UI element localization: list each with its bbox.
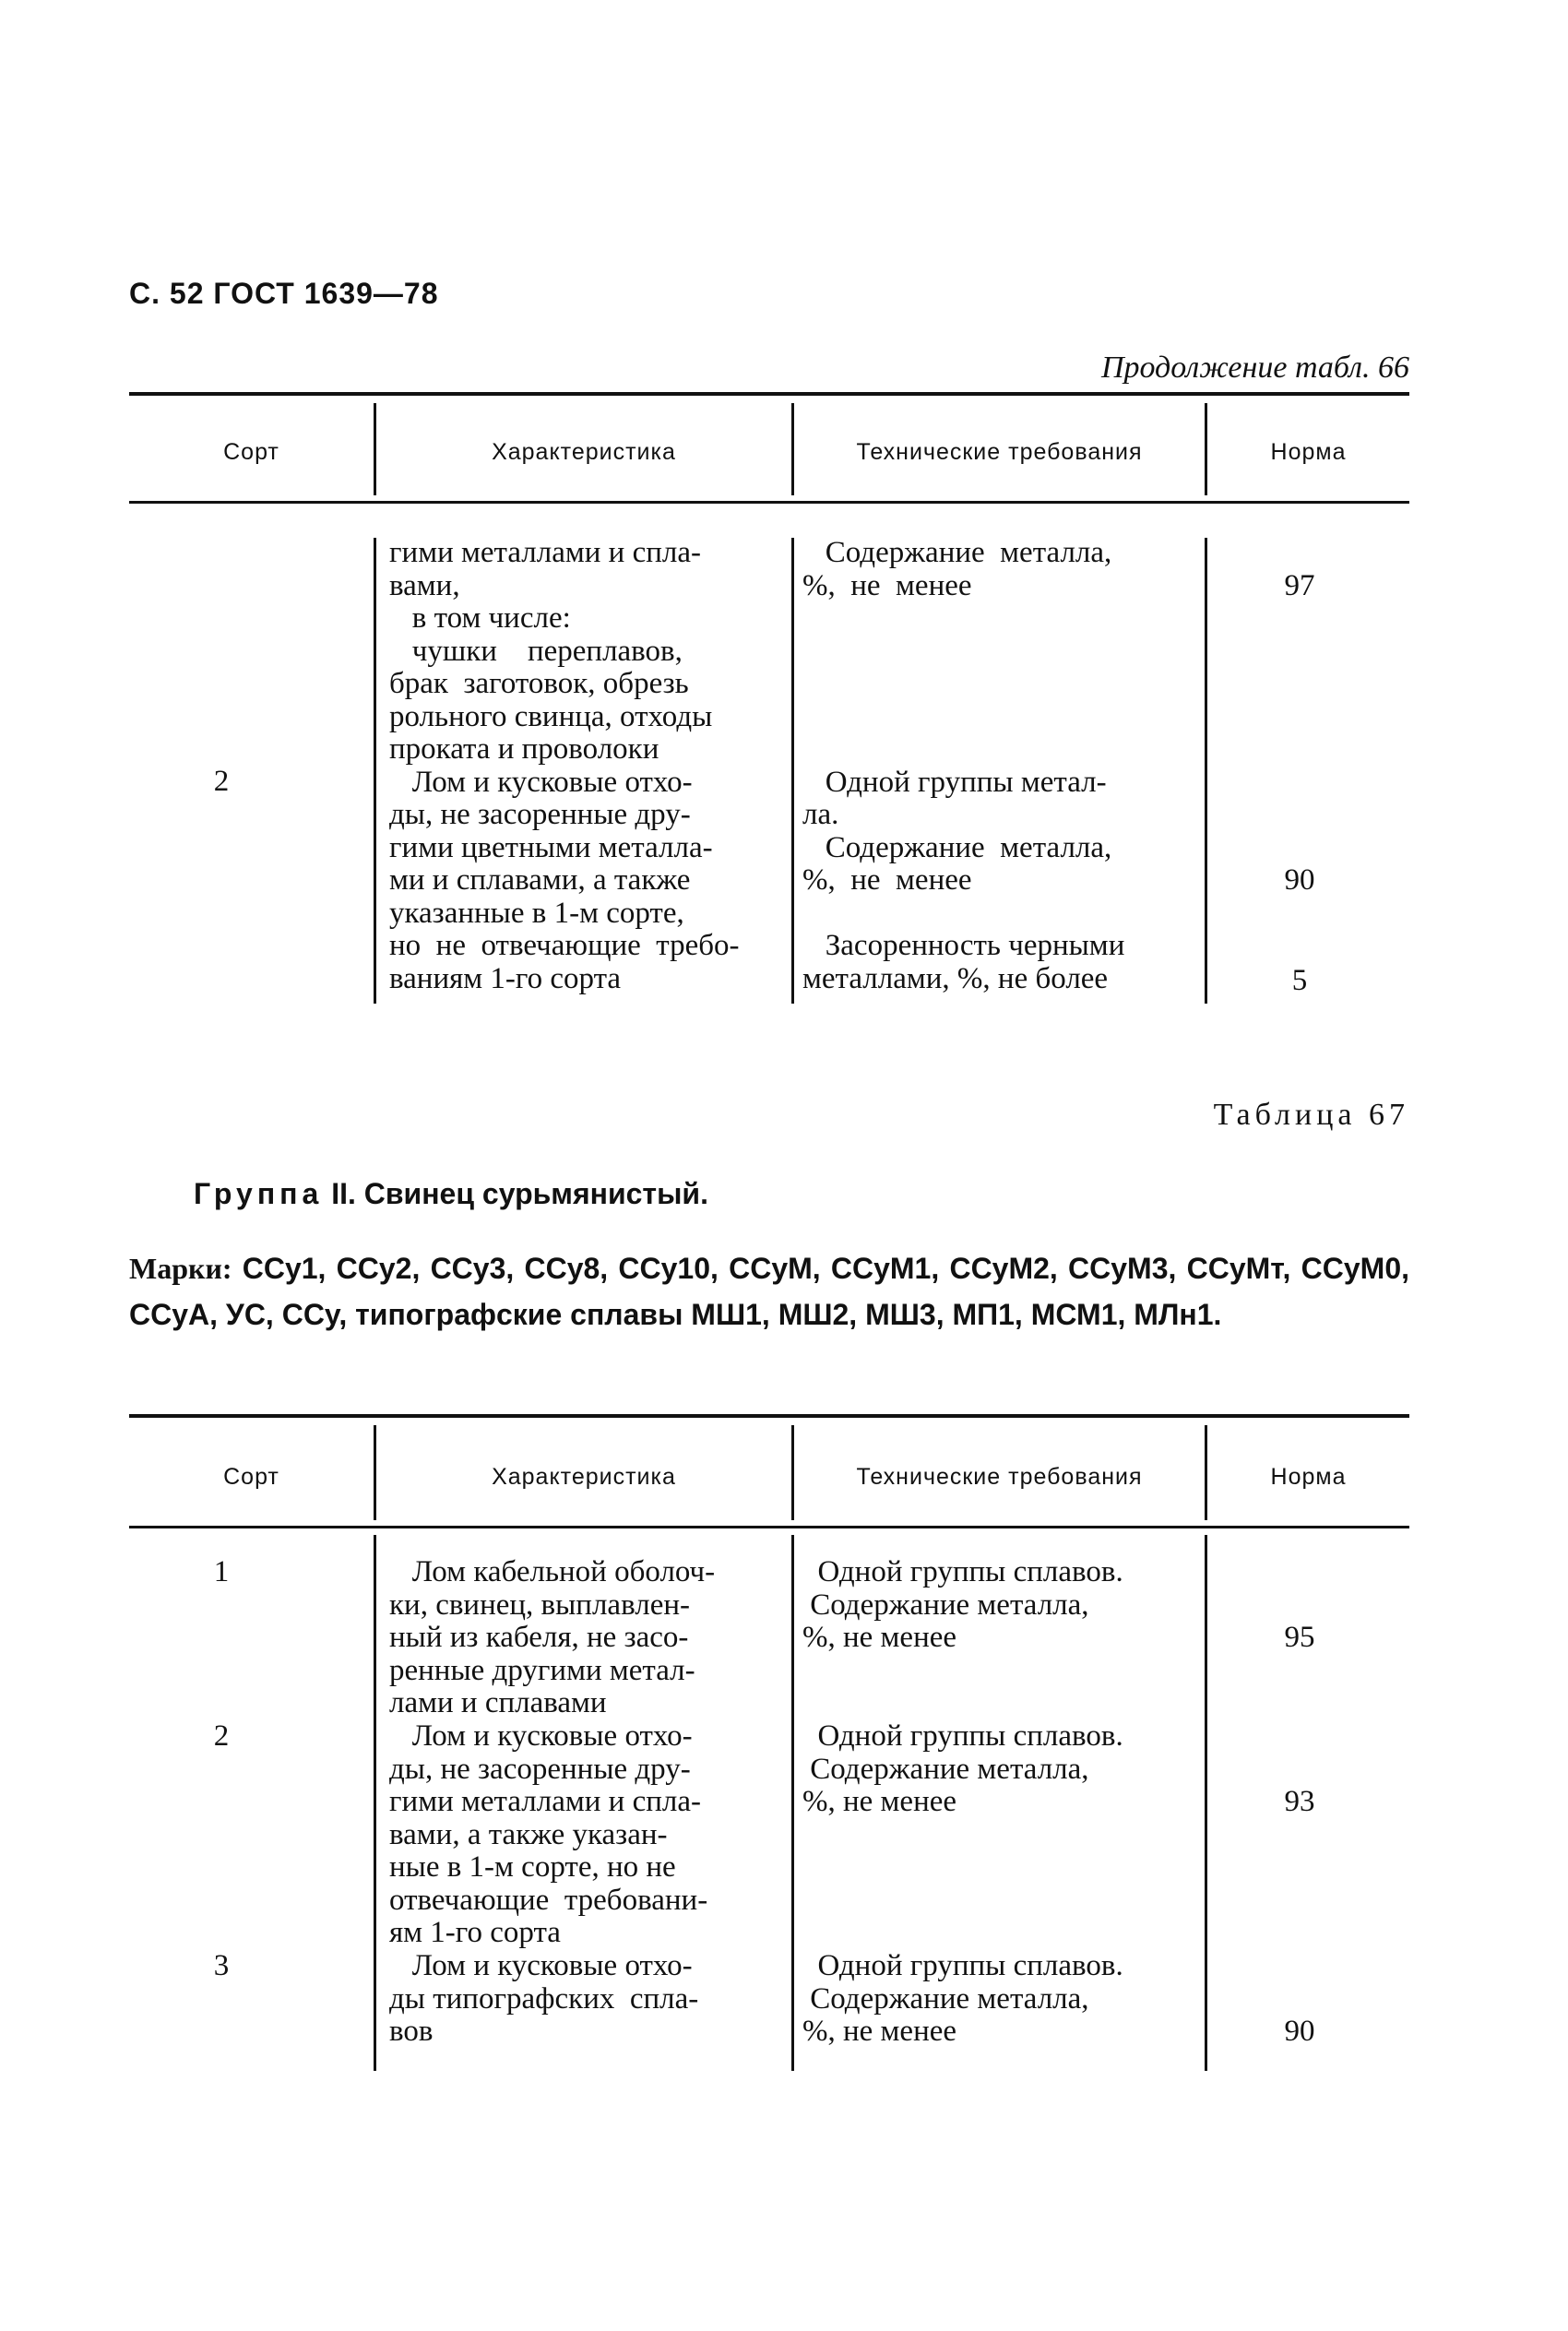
table-66-divider-2-body bbox=[791, 538, 794, 1004]
table-67-divider-1-body bbox=[374, 1535, 376, 2071]
table-67-marks bbox=[129, 1245, 1409, 1338]
table-66-col-requirements: Технические требования bbox=[856, 439, 1143, 465]
table-66-grade: 2 bbox=[213, 765, 230, 798]
table-67-caption: Таблица 67 bbox=[1213, 1098, 1409, 1132]
table-66-norm-3: 5 bbox=[1291, 964, 1308, 997]
table-66-norm-1: 97 bbox=[1284, 569, 1315, 602]
table-67-col-requirements: Технические требования bbox=[856, 1464, 1143, 1490]
table-67-divider-2-body bbox=[791, 1535, 794, 2071]
table-66-requirements: Содержание металла, %, не менее Одной группы метал- ла. Содержание металла, %, не менее Засоренность черными металлами, %, не более bbox=[802, 536, 1125, 995]
table-67-row-1-characteristic: Лом кабельной оболоч- ки, свинец, выплавлен- ный из кабеля, не засо- ренные другими метал- лами и сплавами bbox=[389, 1555, 716, 1719]
table-67-top-rule bbox=[129, 1414, 1409, 1418]
table-66-col-grade: Сорт bbox=[223, 439, 279, 465]
table-67-row-2-requirement: Одной группы сплавов. Содержание металла, %, не менее bbox=[802, 1719, 1123, 1818]
table-67-row-2-norm: 93 bbox=[1284, 1785, 1315, 1818]
table-66-continuation-caption: Продолжение табл. 66 bbox=[1100, 351, 1409, 385]
table-66-divider-1-body bbox=[374, 538, 376, 1004]
table-66-header-rule bbox=[129, 501, 1409, 504]
group-prefix: Группа bbox=[194, 1177, 324, 1210]
table-67-row-3-characteristic: Лом и кусковые отхо- ды типографских спла- вов bbox=[389, 1949, 699, 2048]
marks-label: Марки: bbox=[129, 1252, 232, 1285]
table-67-col-grade: Сорт bbox=[223, 1464, 279, 1490]
table-67-row-2-grade: 2 bbox=[213, 1719, 230, 1753]
table-66-top-rule bbox=[129, 392, 1409, 396]
page-header: С. 52 ГОСТ 1639—78 bbox=[129, 277, 439, 310]
table-67-row-1-grade: 1 bbox=[213, 1555, 230, 1588]
table-67-col-norm: Норма bbox=[1270, 1464, 1347, 1490]
table-66-divider-3-body bbox=[1205, 538, 1207, 1004]
group-name: II. Свинец сурьмянистый. bbox=[323, 1177, 708, 1210]
table-67-row-2-characteristic: Лом и кусковые отхо- ды, не засоренные дру- гими металлами и спла- вами, а также указан- ные в 1-м сорте, но не отвечающие требовани- ям 1-го сорта bbox=[389, 1719, 708, 1949]
table-66-norm-2: 90 bbox=[1284, 863, 1315, 897]
table-66-characteristic: гими металлами и спла- вами, в том числе: чушки переплавов, брак заготовок, обрезь рольного свинца, отходы проката и проволоки Лом и кусковые отхо- ды, не засоренные дру- гими цветными металла- ми и сплавами, а также указанные в 1-м сорте, но не отвечающие требо- ваниям 1-го сорта bbox=[389, 536, 740, 995]
table-67-row-3-norm: 90 bbox=[1284, 2015, 1315, 2048]
table-67-row-3-grade: 3 bbox=[213, 1949, 230, 1982]
table-67-row-1-norm: 95 bbox=[1284, 1621, 1315, 1654]
table-67-header-rule bbox=[129, 1526, 1409, 1528]
table-66-col-characteristic: Характеристика bbox=[492, 439, 676, 465]
table-67-row-1-requirement: Одной группы сплавов. Содержание металла, %, не менее bbox=[802, 1555, 1123, 1654]
table-66-col-norm: Норма bbox=[1270, 439, 1347, 465]
marks-list: ССу1, ССу2, ССу3, ССу8, ССу10, ССуМ, ССуМ1, ССуМ2, ССуМ3, ССуМт, ССуМ0, ССуА, УС, ССу, типографские сплавы МШ1, МШ2, МШ3, МП1, МСМ1, МЛн1. bbox=[129, 1252, 1409, 1331]
table-67-group-title bbox=[194, 1177, 708, 1211]
table-67-row-3-requirement: Одной группы сплавов. Содержание металла, %, не менее bbox=[802, 1949, 1123, 2048]
table-67-col-characteristic: Характеристика bbox=[492, 1464, 676, 1490]
